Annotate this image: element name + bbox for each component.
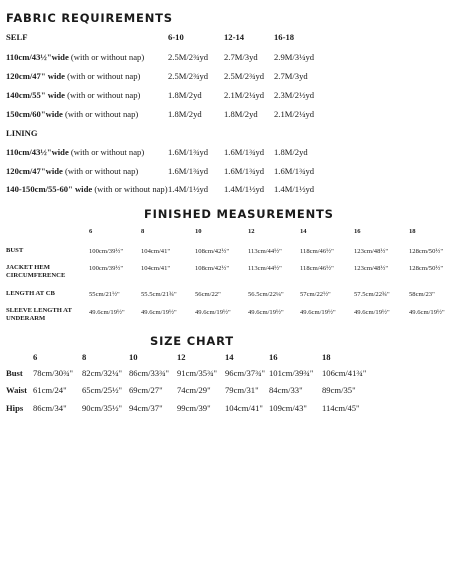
fabric-width: 110cm/43½"wide: [6, 52, 69, 62]
fabric-col-header: 16-18: [274, 32, 295, 42]
sc-size-header: 6: [33, 352, 38, 362]
fm-size-header: 8: [141, 228, 145, 235]
sc-cell: 79cm/31": [225, 385, 259, 395]
fabric-cell: 1.6M/1¾yd: [168, 166, 209, 176]
fm-cell: 104cm/41": [141, 248, 171, 255]
fabric-cell: 2.9M/3¼yd: [274, 52, 315, 62]
fabric-col-header: 12-14: [224, 32, 245, 42]
fabric-nap-note: (with or without nap): [68, 147, 145, 157]
fabric-cell: 1.8M/2yd: [274, 147, 308, 157]
sc-cell: 94cm/37": [129, 403, 163, 413]
fabric-cell: 2.1M/2¼yd: [224, 90, 265, 100]
fm-cell: 49.6cm/19½": [141, 309, 177, 316]
fabric-cell: 1.4M/1½yd: [224, 184, 265, 194]
fabric-cell: 1.8M/2yd: [168, 90, 202, 100]
sc-cell: 99cm/39": [177, 403, 211, 413]
finished-measurements-heading: FINISHED MEASUREMENTS: [144, 207, 334, 221]
fm-row-label: LENGTH AT CB: [6, 290, 55, 297]
fm-cell: 108cm/42½": [195, 248, 230, 255]
sc-cell: 109cm/43": [269, 403, 307, 413]
fabric-width: 110cm/43½"wide: [6, 147, 69, 157]
fabric-cell: 1.6M/1¾yd: [224, 166, 265, 176]
fm-size-header: 12: [248, 228, 255, 235]
fabric-cell: 2.5M/2¾yd: [168, 52, 209, 62]
fm-cell: 58cm/23": [409, 291, 435, 298]
sc-size-header: 16: [269, 352, 278, 362]
sc-size-header: 18: [322, 352, 331, 362]
sc-row-label: Hips: [6, 403, 24, 413]
fabric-width: 150cm/60"wide: [6, 109, 63, 119]
sc-cell: 114cm/45": [322, 403, 360, 413]
fabric-cell: 1.6M/1¾yd: [274, 166, 315, 176]
fm-cell: 128cm/50½": [409, 265, 444, 272]
sc-cell: 82cm/32¼": [82, 368, 123, 378]
fabric-nap-note: (with or without nap): [62, 109, 139, 119]
sc-cell: 69cm/27": [129, 385, 163, 395]
sc-cell: 104cm/41": [225, 403, 263, 413]
fm-size-header: 18: [409, 228, 416, 235]
sc-cell: 101cm/39¾": [269, 368, 314, 378]
fabric-width: 120cm/47"wide: [6, 166, 63, 176]
fm-cell: 49.6cm/19½": [409, 309, 445, 316]
sc-cell: 78cm/30¾": [33, 368, 74, 378]
fabric-row-label: [6, 166, 138, 176]
fm-cell: 49.6cm/19½": [300, 309, 336, 316]
fabric-cell: 2.5M/2¾yd: [168, 71, 209, 81]
sc-size-header: 14: [225, 352, 234, 362]
fm-cell: 57cm/22½": [300, 291, 331, 298]
fm-size-header: 6: [89, 228, 93, 235]
fm-size-header: 16: [354, 228, 361, 235]
fabric-nap-note: (with or without nap): [64, 90, 141, 100]
fabric-cell: 1.8M/2yd: [224, 109, 258, 119]
fm-cell: 128cm/50½": [409, 248, 444, 255]
fabric-width: 140-150cm/55-60" wide: [6, 184, 93, 194]
fabric-nap-note: (with or without nap): [62, 166, 139, 176]
fm-cell: 56.5cm/22¼": [248, 291, 284, 298]
sc-size-header: 8: [82, 352, 87, 362]
sc-cell: 91cm/35¾": [177, 368, 218, 378]
sc-cell: 106cm/41¾": [322, 368, 367, 378]
fabric-row-label: [6, 147, 144, 157]
fabric-cell: 1.6M/1¾yd: [224, 147, 265, 157]
fabric-cell: 2.5M/2¾yd: [224, 71, 265, 81]
fabric-cell: 2.3M/2½yd: [274, 90, 315, 100]
fm-cell: 123cm/48½": [354, 265, 389, 272]
sc-row-label: Waist: [6, 385, 28, 395]
fabric-row-label: [6, 90, 140, 100]
fm-cell: 49.6cm/19½": [89, 309, 125, 316]
fm-cell: 118cm/46½": [300, 248, 334, 255]
sc-cell: 89cm/35": [322, 385, 356, 395]
sc-cell: 96cm/37¾": [225, 368, 266, 378]
fabric-cell: 1.8M/2yd: [168, 109, 202, 119]
fabric-row-label: [6, 184, 168, 194]
fabric-col-header: 6-10: [168, 32, 184, 42]
fm-cell: 100cm/39½": [89, 265, 124, 272]
fm-cell: 49.6cm/19½": [354, 309, 390, 316]
fm-cell: 56cm/22": [195, 291, 221, 298]
fabric-nap-note: (with or without nap): [68, 52, 145, 62]
fm-cell: 100cm/39½": [89, 248, 124, 255]
lining-label: LINING: [6, 128, 38, 138]
fm-cell: 57.5cm/22¾": [354, 291, 390, 298]
fabric-width: 140cm/55" wide: [6, 90, 65, 100]
fabric-cell: 1.4M/1½yd: [274, 184, 315, 194]
size-chart-heading: SIZE CHART: [150, 334, 234, 348]
sc-size-header: 10: [129, 352, 138, 362]
fm-cell: 108cm/42½": [195, 265, 230, 272]
fm-cell: 55.5cm/21¾": [141, 291, 177, 298]
fm-size-header: 14: [300, 228, 307, 235]
fabric-nap-note: (with or without nap): [92, 184, 168, 194]
sc-cell: 74cm/29": [177, 385, 211, 395]
fabric-row-label: [6, 109, 138, 119]
fm-row-label: BUST: [6, 247, 24, 254]
fabric-row-label: [6, 71, 140, 81]
fabric-cell: 2.7M/3yd: [274, 71, 308, 81]
fabric-row-label: [6, 52, 144, 62]
fm-cell: 55cm/21½": [89, 291, 120, 298]
fm-cell: 123cm/48½": [354, 248, 389, 255]
fabric-cell: 2.1M/2¼yd: [274, 109, 315, 119]
fm-cell: 104cm/41": [141, 265, 171, 272]
fm-cell: 118cm/46½": [300, 265, 334, 272]
fm-cell: 113cm/44½": [248, 248, 282, 255]
sc-row-label: Bust: [6, 368, 23, 378]
sc-cell: 86cm/34": [33, 403, 67, 413]
fm-cell: 49.6cm/19½": [195, 309, 231, 316]
fm-row-label: SLEEVE LENGTH AT UNDERARM: [6, 307, 72, 322]
self-label: SELF: [6, 32, 28, 42]
sc-cell: 65cm/25½": [82, 385, 123, 395]
fabric-cell: 1.4M/1½yd: [168, 184, 209, 194]
fabric-cell: 1.6M/1¾yd: [168, 147, 209, 157]
fm-row-label: JACKET HEM CIRCUMFERENCE: [6, 264, 66, 279]
sc-cell: 84cm/33": [269, 385, 303, 395]
sc-size-header: 12: [177, 352, 186, 362]
sc-cell: 61cm/24": [33, 385, 67, 395]
fabric-width: 120cm/47" wide: [6, 71, 65, 81]
fm-cell: 49.6cm/19½": [248, 309, 284, 316]
fabric-requirements-heading: FABRIC REQUIREMENTS: [6, 11, 173, 25]
sc-cell: 86cm/33¾": [129, 368, 170, 378]
fm-size-header: 10: [195, 228, 202, 235]
fm-cell: 113cm/44½": [248, 265, 282, 272]
fabric-nap-note: (with or without nap): [64, 71, 141, 81]
fabric-cell: 2.7M/3yd: [224, 52, 258, 62]
sc-cell: 90cm/35½": [82, 403, 123, 413]
